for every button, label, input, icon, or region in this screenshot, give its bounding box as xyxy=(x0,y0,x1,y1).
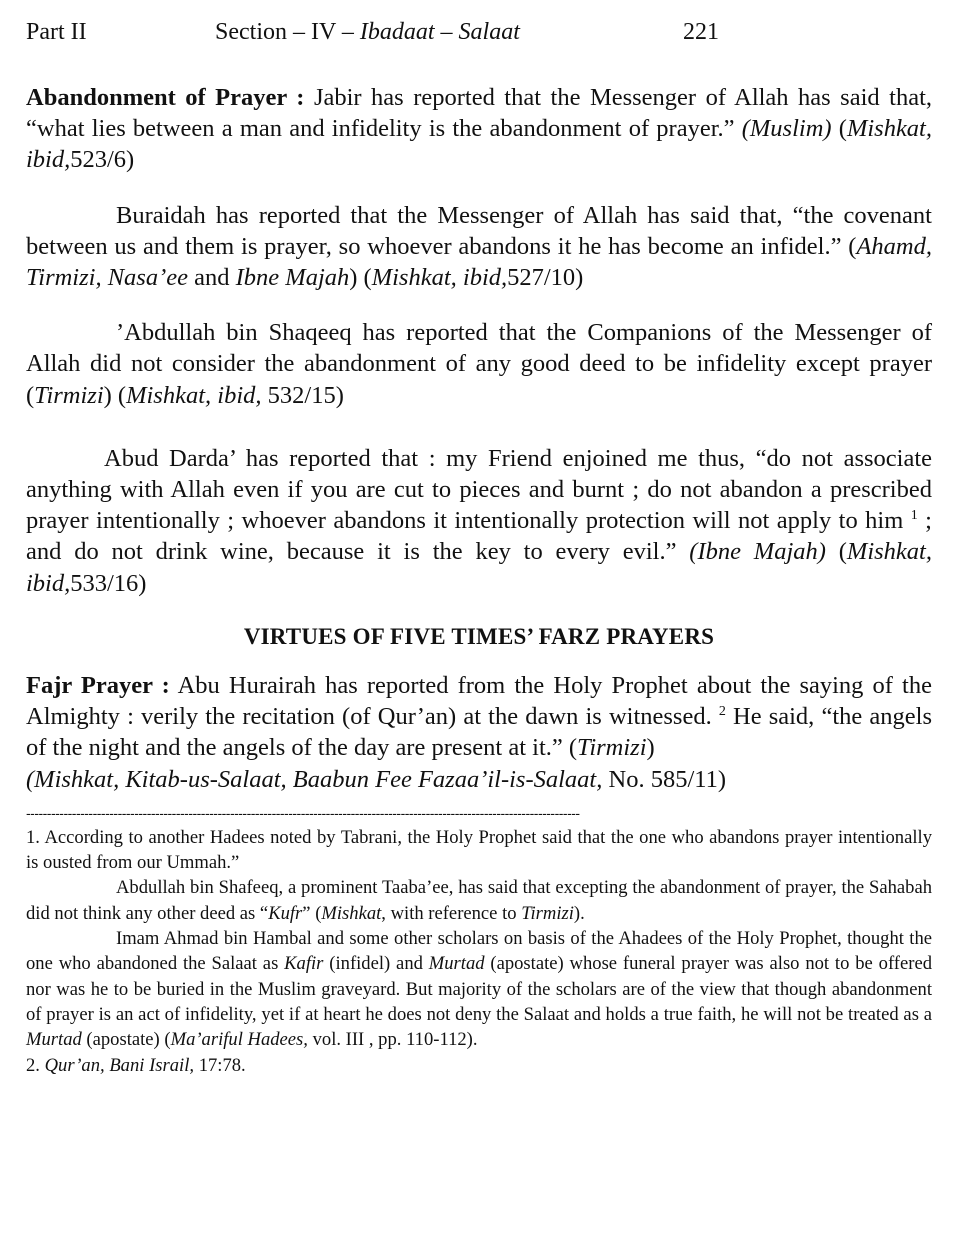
footnotes xyxy=(26,825,932,1078)
main-text xyxy=(26,82,932,795)
header-part: Part II xyxy=(26,19,87,45)
header-page-number: 221 xyxy=(683,19,719,45)
paragraph-fajr: Fajr Prayer : Abu Hurairah has reported from the Holy Prophet about the saying of the Almighty : verily the recitation (of Qur’an) at the dawn is witnessed. $^2$ He said, “the angels of the night and the angels of the day are present at it.” (Tirmizi) (Mishkat, Kitab-us-Salaat, Baabun Fee Fazaa’il-is-Salaat, No. 585/11) xyxy=(26,672,932,793)
running-header xyxy=(26,0,932,60)
document-page xyxy=(26,0,932,1078)
paragraph-abud-darda: Abud Darda’ has reported that : my Friend enjoined me thus, “do not associate anything with Allah even if you are cut to pieces and burnt ; do not abandon a prescribed prayer intentionally ; whoever abandons it intentionally protection will not apply to him $^1$ ; and do not drink wine, because it is the key to every evil.” (Ibne Majah) (Mishkat, ibid,533/16) xyxy=(26,444,932,597)
footnote-ref-1[interactable]: 1 xyxy=(910,508,918,524)
paragraph-abdullah: ’Abdullah bin Shaqeeq has reported that the Companions of the Messenger of Allah did not consider the abandonment of any good deed to be infidelity except prayer (Tirmizi) (Mishkat, ibid, 532/15) xyxy=(26,319,932,409)
footnote-2: 2. Qur’an, Bani Israil, 17:78. xyxy=(26,1054,246,1076)
section-heading: VIRTUES OF FIVE TIMES’ FARZ PRAYERS xyxy=(243,623,715,649)
footnote-1: 1. According to another Hadees noted by Tabrani, the Holy Prophet said that the one who abandons prayer intentionally is ousted from our Ummah.” xyxy=(26,826,932,874)
footnote-1-para-2: Abdullah bin Shafeeq, a prominent Taaba’ee, has said that excepting the abandonment of prayer, the Sahabah did not think any other deed as “Kufr” (Mishkat, with reference to Tirmizi). xyxy=(26,877,932,924)
paragraph-buraidah: Buraidah has reported that the Messenger of Allah has said that, “the covenant between us and them is prayer, so whoever abandons it he has become an infidel.” (Ahamd, Tirmizi, Nasa’ee and Ibne Majah) (Mishkat, ibid,527/10) xyxy=(26,201,932,292)
footnote-ref-2[interactable]: 2 xyxy=(718,704,726,720)
footnote-separator: ------------------------------------------------------------------------------------------------------------------------------------- xyxy=(26,804,580,821)
footnote-1-para-3: Imam Ahmad bin Hambal and some other scholars on basis of the Ahadees of the Holy Prophet, thought the one who abandoned the Salaat as Kafir (infidel) and Murtad (apostate) whose funeral prayer was also not to be offered nor was he to be buried in the Muslim graveyard. But majority of the scholars are of the view that though abandonment of prayer is an act of infidelity, yet if at heart he does not deny the Salaat and holds a true faith, he will not be treated as a Murtad (apostate) (Ma’ariful Hadees, vol. III , pp. 110-112). xyxy=(26,928,932,1051)
paragraph-abandonment: Abandonment of Prayer : Jabir has reported that the Messenger of Allah has said that, “what lies between a man and infidelity is the abandonment of prayer.” (Muslim) (Mishkat, ibid,523/6) xyxy=(26,84,933,174)
header-section: Section – IV – Ibadaat – Salaat xyxy=(215,19,520,45)
